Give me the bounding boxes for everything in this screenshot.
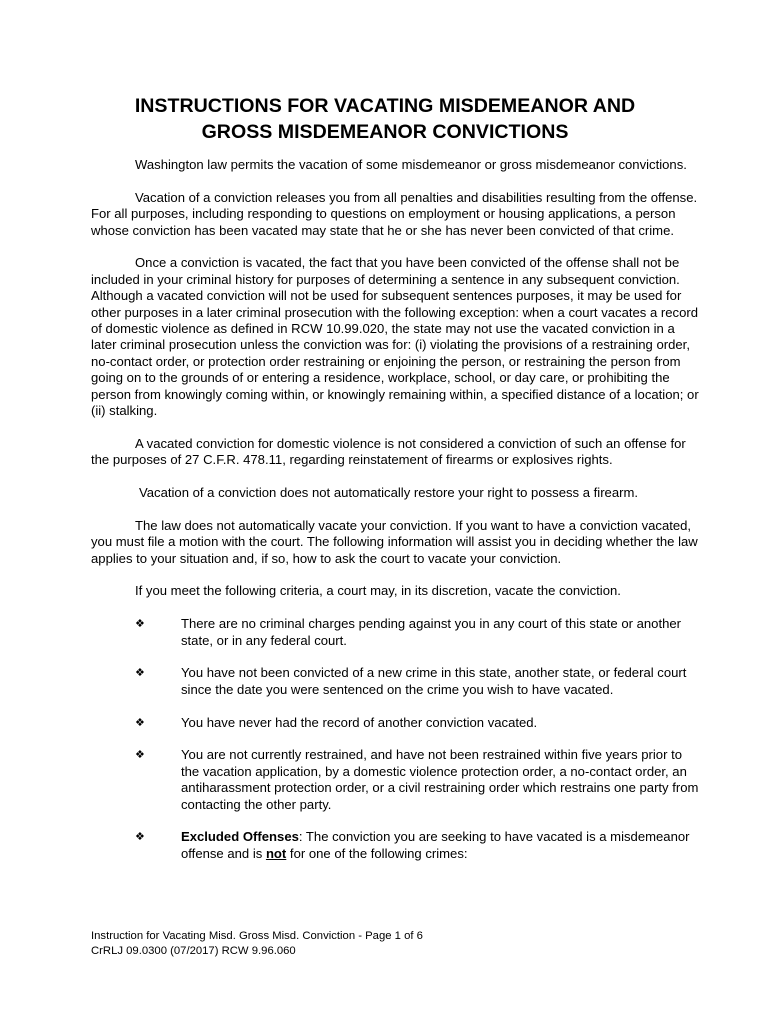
criteria-text-a: : The conviction you are seeking to have vacated is a misdemeanor offense and is [181,829,690,861]
document-body [91,157,699,879]
criteria-list [91,616,699,862]
diamond-bullet-icon: ❖ [135,749,145,762]
paragraph-vacation-effect: Vacation of a conviction releases you from all penalties and disabilities resulting from the offense. For all purposes, including responding to questions on employment or housing applications, a person whose conviction has been vacated may state that he or she has never been convicted of that crime. [91,189,698,238]
paragraph-firearm: Vacation of a conviction does not automatically restore your right to possess a firearm. [139,485,639,501]
paragraph-criminal-history: Once a conviction is vacated, the fact that you have been convicted of the offense shall not be included in your criminal history for purposes of determining a sentence in any subsequent conviction. Although a vacated conviction will not be used for subsequent sentences purposes, it may be used for other purposes in a later criminal prosecution with the following exception: when a court vacates a record of domestic violence as defined in RCW 10.99.020, the state may not use the vacated conviction in a later criminal prosecution unless the conviction was for: (i) violating the provisions of a restraining order, no-contact order, or protection order restraining or enjoining the person, or restraining the person from going on to the grounds of or entering a residence, workplace, school, or day care, or prohibiting the person from knowingly coming within, or knowingly remaining within, a specified distance of a location; or (ii) stalking. [91,255,699,419]
paragraph-vacation-permitted: Washington law permits the vacation of some misdemeanor or gross misdemeanor convictions. [135,157,687,172]
diamond-bullet-icon: ❖ [135,618,145,631]
diamond-bullet-icon: ❖ [135,667,145,680]
criteria-item [91,665,699,698]
criteria-text-b: for one of the following crimes: [286,845,468,861]
criteria-item [91,715,699,731]
criteria-text: You have never had the record of another conviction vacated. [181,714,538,730]
paragraph-file-motion: The law does not automatically vacate your conviction. If you want to have a conviction vacated, you must file a motion with the court. The following information will assist you in deciding whether the law applies to your situation and, if so, how to ask the court to vacate your conviction. [91,517,698,566]
criteria-text: You have not been convicted of a new crime in this state, another state, or federal court since the date you were sentenced on the crime you wish to have vacated. [181,665,687,697]
paragraph-criteria-intro: If you meet the following criteria, a court may, in its discretion, vacate the conviction. [135,583,621,599]
criteria-text: You are not currently restrained, and have not been restrained within five years prior to the vacation application, by a domestic violence protection order, a no-contact order, an antiharassment protection order, or a civil restraining order which restrains one party from contacting the other party. [181,747,699,812]
criteria-item-excluded-offenses [91,829,699,862]
page-footer [91,929,691,960]
criteria-text: There are no criminal charges pending against you in any court of this state or another state, or in any federal court. [181,616,682,648]
diamond-bullet-icon: ❖ [135,831,145,844]
document-title [60,93,710,145]
footer-page-info: Instruction for Vacating Misd. Gross Misd. Conviction - Page 1 of 6 [91,930,423,942]
diamond-bullet-icon: ❖ [135,716,145,729]
excluded-offenses-label: Excluded Offenses [181,829,299,845]
not-emphasis: not [265,845,287,861]
criteria-item [91,747,699,813]
footer-form-number: CrRLJ 09.0300 (07/2017) RCW 9.96.060 [91,945,296,958]
title-line-1: INSTRUCTIONS FOR VACATING MISDEMEANOR AND [134,95,636,117]
paragraph-domestic-violence: A vacated conviction for domestic violence is not considered a conviction of such an offense for the purposes of 27 C.F.R. 478.11, regarding reinstatement of firearms or explosives rights. [91,435,686,468]
criteria-item [91,616,699,649]
title-line-2: GROSS MISDEMEANOR CONVICTIONS [201,121,569,143]
